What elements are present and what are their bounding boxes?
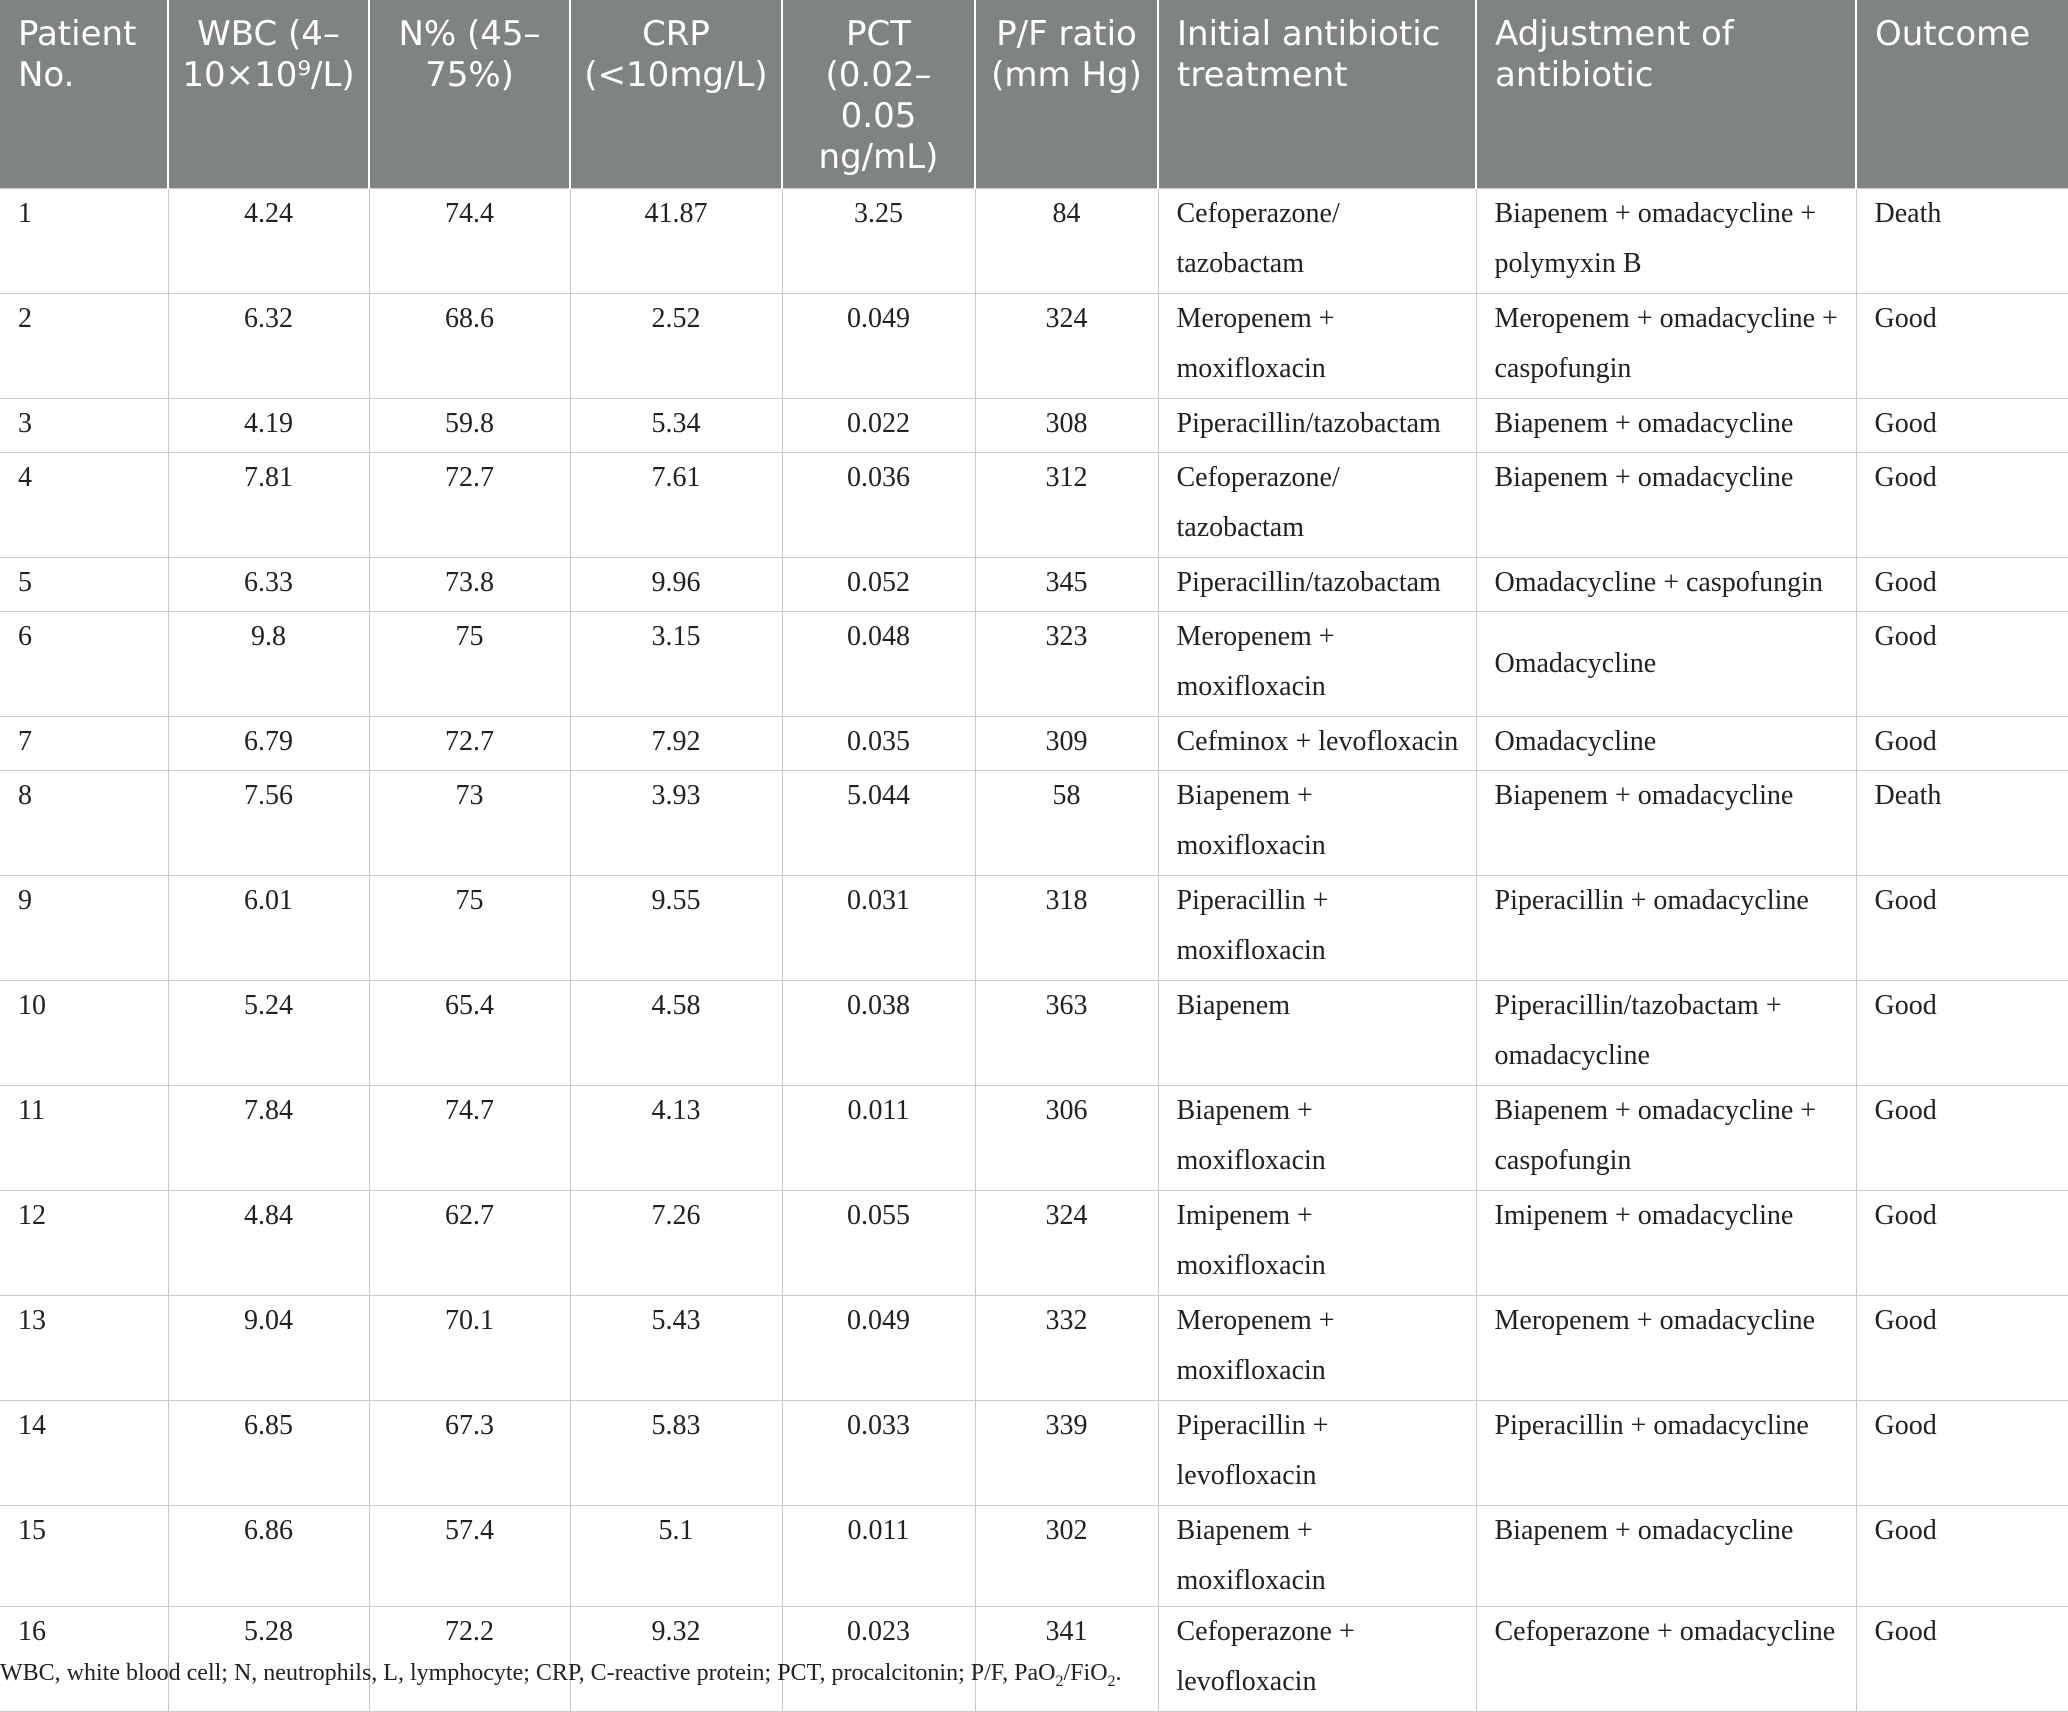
cell-pct: 0.049 — [782, 294, 975, 399]
cell-patient-no: 5 — [0, 558, 168, 612]
cell-patient-no: 10 — [0, 981, 168, 1086]
table-row — [0, 876, 2068, 981]
cell-adjustment: Biapenem + omadacycline — [1476, 1506, 1856, 1607]
cell-initial-treatment: Biapenem — [1158, 981, 1476, 1086]
table-row — [0, 717, 2068, 771]
cell-pf-ratio: 308 — [975, 399, 1158, 453]
cell-initial-treatment: Biapenem + moxifloxacin — [1158, 1506, 1476, 1607]
table-row — [0, 981, 2068, 1086]
cell-pf-ratio: 58 — [975, 771, 1158, 876]
cell-initial-treatment: Piperacillin + moxifloxacin — [1158, 876, 1476, 981]
cell-pct: 5.044 — [782, 771, 975, 876]
cell-wbc: 6.01 — [168, 876, 369, 981]
cell-neutrophil-pct: 75 — [369, 612, 570, 717]
cell-outcome: Death — [1856, 189, 2068, 294]
cell-adjustment: Omadacycline — [1476, 717, 1856, 771]
cell-pf-ratio: 323 — [975, 612, 1158, 717]
table-row — [0, 1086, 2068, 1191]
cell-patient-no: 7 — [0, 717, 168, 771]
col-header-wbc: WBC (4–10×10⁹/L) — [168, 0, 369, 189]
cell-patient-no: 2 — [0, 294, 168, 399]
cell-adjustment: Biapenem + omadacycline — [1476, 453, 1856, 558]
table-header-row — [0, 0, 2068, 189]
cell-pf-ratio: 324 — [975, 294, 1158, 399]
cell-initial-treatment: Biapenem + moxifloxacin — [1158, 1086, 1476, 1191]
footnote-sub-2: 2 — [1107, 1672, 1116, 1690]
footnote-text-mid: /FiO — [1063, 1660, 1108, 1686]
cell-patient-no: 3 — [0, 399, 168, 453]
cell-wbc: 6.85 — [168, 1401, 369, 1506]
cell-neutrophil-pct: 75 — [369, 876, 570, 981]
cell-patient-no: 16 — [0, 1607, 168, 1712]
cell-pf-ratio: 312 — [975, 453, 1158, 558]
cell-pf-ratio: 302 — [975, 1506, 1158, 1607]
cell-patient-no: 11 — [0, 1086, 168, 1191]
table-row — [0, 294, 2068, 399]
col-header-initial-treatment: Initial antibiotic treatment — [1158, 0, 1476, 189]
col-header-neutrophil-pct: N% (45–75%) — [369, 0, 570, 189]
cell-crp: 9.96 — [570, 558, 782, 612]
col-header-pct: PCT (0.02–0.05 ng/mL) — [782, 0, 975, 189]
cell-outcome: Good — [1856, 612, 2068, 717]
cell-pct: 0.011 — [782, 1506, 975, 1607]
cell-crp: 7.61 — [570, 453, 782, 558]
footnote-text-end: . — [1115, 1660, 1122, 1686]
cell-adjustment: Omadacycline + caspofungin — [1476, 558, 1856, 612]
cell-initial-treatment: Biapenem + moxifloxacin — [1158, 771, 1476, 876]
table-row — [0, 189, 2068, 294]
cell-adjustment: Biapenem + omadacycline + caspofungin — [1476, 1086, 1856, 1191]
cell-initial-treatment: Meropenem + moxifloxacin — [1158, 294, 1476, 399]
cell-patient-no: 13 — [0, 1296, 168, 1401]
table-row — [0, 399, 2068, 453]
cell-outcome: Good — [1856, 876, 2068, 981]
cell-outcome: Good — [1856, 1607, 2068, 1712]
table-row — [0, 453, 2068, 558]
cell-pct: 0.049 — [782, 1296, 975, 1401]
cell-neutrophil-pct: 72.7 — [369, 453, 570, 558]
footnote-sub-1: 2 — [1055, 1672, 1064, 1690]
cell-neutrophil-pct: 74.7 — [369, 1086, 570, 1191]
table-row — [0, 1607, 2068, 1712]
cell-crp: 41.87 — [570, 189, 782, 294]
cell-wbc: 4.84 — [168, 1191, 369, 1296]
cell-wbc: 4.24 — [168, 189, 369, 294]
cell-pf-ratio: 332 — [975, 1296, 1158, 1401]
cell-pf-ratio: 306 — [975, 1086, 1158, 1191]
cell-wbc: 4.19 — [168, 399, 369, 453]
cell-adjustment: Biapenem + omadacycline — [1476, 771, 1856, 876]
cell-pct: 0.022 — [782, 399, 975, 453]
cell-outcome: Good — [1856, 399, 2068, 453]
col-header-pf-ratio: P/F ratio (mm Hg) — [975, 0, 1158, 189]
cell-pf-ratio: 339 — [975, 1401, 1158, 1506]
cell-patient-no: 12 — [0, 1191, 168, 1296]
cell-pf-ratio: 324 — [975, 1191, 1158, 1296]
table-row — [0, 612, 2068, 717]
table-row — [0, 771, 2068, 876]
cell-pf-ratio: 84 — [975, 189, 1158, 294]
cell-crp: 9.32 — [570, 1607, 782, 1712]
cell-initial-treatment: Piperacillin/tazobactam — [1158, 399, 1476, 453]
cell-crp: 4.58 — [570, 981, 782, 1086]
cell-crp: 5.1 — [570, 1506, 782, 1607]
cell-neutrophil-pct: 57.4 — [369, 1506, 570, 1607]
cell-pf-ratio: 345 — [975, 558, 1158, 612]
cell-patient-no: 15 — [0, 1506, 168, 1607]
cell-outcome: Good — [1856, 717, 2068, 771]
cell-pct: 0.011 — [782, 1086, 975, 1191]
cell-adjustment: Piperacillin + omadacycline — [1476, 876, 1856, 981]
cell-outcome: Good — [1856, 981, 2068, 1086]
cell-pf-ratio: 341 — [975, 1607, 1158, 1712]
cell-pct: 0.036 — [782, 453, 975, 558]
cell-outcome: Good — [1856, 1086, 2068, 1191]
cell-crp: 3.15 — [570, 612, 782, 717]
cell-initial-treatment: Meropenem + moxifloxacin — [1158, 1296, 1476, 1401]
cell-crp: 4.13 — [570, 1086, 782, 1191]
cell-adjustment: Cefoperazone + omadacycline — [1476, 1607, 1856, 1712]
cell-neutrophil-pct: 68.6 — [369, 294, 570, 399]
cell-adjustment: Piperacillin + omadacycline — [1476, 1401, 1856, 1506]
cell-pf-ratio: 309 — [975, 717, 1158, 771]
cell-wbc: 5.28 — [168, 1607, 369, 1712]
cell-initial-treatment: Meropenem + moxifloxacin — [1158, 612, 1476, 717]
cell-crp: 3.93 — [570, 771, 782, 876]
cell-outcome: Good — [1856, 1401, 2068, 1506]
cell-outcome: Good — [1856, 453, 2068, 558]
cell-crp: 7.26 — [570, 1191, 782, 1296]
cell-pct: 0.055 — [782, 1191, 975, 1296]
cell-neutrophil-pct: 72.7 — [369, 717, 570, 771]
cell-neutrophil-pct: 72.2 — [369, 1607, 570, 1712]
col-header-outcome: Outcome — [1856, 0, 2068, 189]
cell-crp: 5.34 — [570, 399, 782, 453]
cell-wbc: 9.8 — [168, 612, 369, 717]
cell-outcome: Good — [1856, 558, 2068, 612]
cell-patient-no: 6 — [0, 612, 168, 717]
cell-wbc: 6.32 — [168, 294, 369, 399]
footnote-text: WBC, white blood cell; N, neutrophils, L, lymphocyte; CRP, C-reactive protein; PCT, procalcitonin; P/F, PaO — [0, 1660, 1056, 1686]
cell-initial-treatment: Imipenem + moxifloxacin — [1158, 1191, 1476, 1296]
cell-patient-no: 14 — [0, 1401, 168, 1506]
cell-adjustment: Omadacycline — [1476, 612, 1856, 717]
cell-initial-treatment: Cefoperazone + levofloxacin — [1158, 1607, 1476, 1712]
cell-pct: 0.048 — [782, 612, 975, 717]
cell-neutrophil-pct: 73.8 — [369, 558, 570, 612]
cell-initial-treatment: Piperacillin + levofloxacin — [1158, 1401, 1476, 1506]
cell-crp: 7.92 — [570, 717, 782, 771]
cell-initial-treatment: Piperacillin/tazobactam — [1158, 558, 1476, 612]
cell-adjustment: Biapenem + omadacycline — [1476, 399, 1856, 453]
cell-neutrophil-pct: 67.3 — [369, 1401, 570, 1506]
cell-neutrophil-pct: 62.7 — [369, 1191, 570, 1296]
cell-pf-ratio: 318 — [975, 876, 1158, 981]
cell-neutrophil-pct: 59.8 — [369, 399, 570, 453]
cell-wbc: 6.86 — [168, 1506, 369, 1607]
cell-patient-no: 9 — [0, 876, 168, 981]
cell-outcome: Good — [1856, 1506, 2068, 1607]
cell-crp: 5.83 — [570, 1401, 782, 1506]
cell-crp: 2.52 — [570, 294, 782, 399]
cell-outcome: Good — [1856, 294, 2068, 399]
cell-crp: 5.43 — [570, 1296, 782, 1401]
cell-wbc: 6.79 — [168, 717, 369, 771]
cell-pf-ratio: 363 — [975, 981, 1158, 1086]
cell-pct: 0.031 — [782, 876, 975, 981]
cell-initial-treatment: Cefminox + levofloxacin — [1158, 717, 1476, 771]
cell-initial-treatment: Cefoperazone/ tazobactam — [1158, 453, 1476, 558]
cell-wbc: 6.33 — [168, 558, 369, 612]
cell-patient-no: 8 — [0, 771, 168, 876]
table-row — [0, 558, 2068, 612]
col-header-adjustment: Adjustment of antibiotic — [1476, 0, 1856, 189]
cell-wbc: 9.04 — [168, 1296, 369, 1401]
table-row — [0, 1506, 2068, 1607]
cell-wbc: 7.56 — [168, 771, 369, 876]
cell-outcome: Good — [1856, 1191, 2068, 1296]
cell-pct: 0.052 — [782, 558, 975, 612]
cell-pct: 3.25 — [782, 189, 975, 294]
table-row — [0, 1401, 2068, 1506]
table-row — [0, 1191, 2068, 1296]
cell-adjustment: Biapenem + omadacycline + polymyxin B — [1476, 189, 1856, 294]
cell-pct: 0.038 — [782, 981, 975, 1086]
cell-wbc: 5.24 — [168, 981, 369, 1086]
cell-neutrophil-pct: 74.4 — [369, 189, 570, 294]
cell-patient-no: 1 — [0, 189, 168, 294]
col-header-patient-no: Patient No. — [0, 0, 168, 189]
cell-adjustment: Piperacillin/tazobactam + omadacycline — [1476, 981, 1856, 1086]
table-row — [0, 1296, 2068, 1401]
table-footnote — [0, 1660, 1122, 1691]
cell-adjustment: Imipenem + omadacycline — [1476, 1191, 1856, 1296]
cell-pct: 0.035 — [782, 717, 975, 771]
cell-neutrophil-pct: 65.4 — [369, 981, 570, 1086]
cell-neutrophil-pct: 73 — [369, 771, 570, 876]
col-header-crp: CRP (<10mg/L) — [570, 0, 782, 189]
cell-outcome: Good — [1856, 1296, 2068, 1401]
cell-adjustment: Meropenem + omadacycline — [1476, 1296, 1856, 1401]
cell-crp: 9.55 — [570, 876, 782, 981]
cell-neutrophil-pct: 70.1 — [369, 1296, 570, 1401]
cell-adjustment: Meropenem + omadacycline + caspofungin — [1476, 294, 1856, 399]
cell-pct: 0.033 — [782, 1401, 975, 1506]
cell-pct: 0.023 — [782, 1607, 975, 1712]
cell-outcome: Death — [1856, 771, 2068, 876]
cell-wbc: 7.81 — [168, 453, 369, 558]
cell-wbc: 7.84 — [168, 1086, 369, 1191]
cell-initial-treatment: Cefoperazone/ tazobactam — [1158, 189, 1476, 294]
cell-patient-no: 4 — [0, 453, 168, 558]
